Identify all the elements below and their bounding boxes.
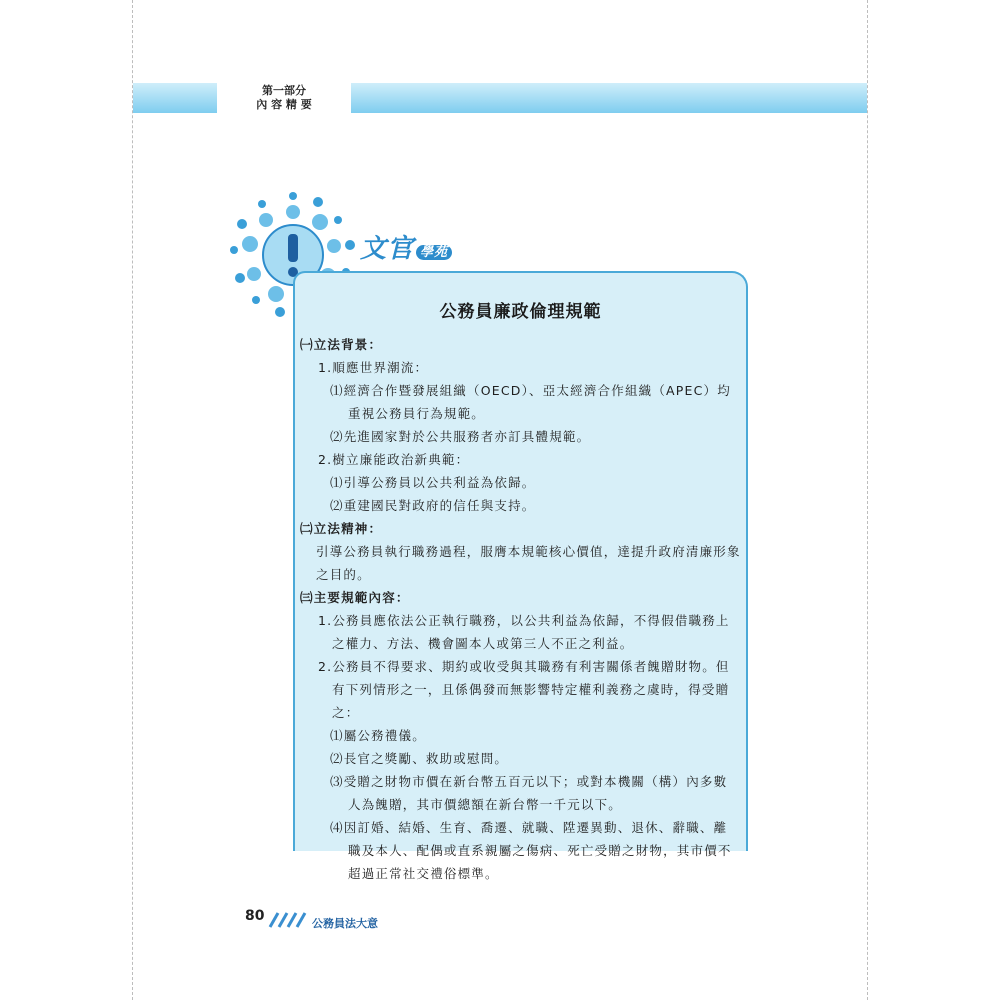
list-item: ⑵重建國民對政府的信任與支持。 bbox=[330, 498, 536, 513]
book-title: 公務員法大意 bbox=[312, 917, 378, 930]
list-item: 之： bbox=[332, 705, 360, 720]
brand-sub: 學苑 bbox=[416, 245, 452, 260]
page-edge-right bbox=[867, 0, 868, 1000]
list-item: 有下列情形之一，且係偶發而無影響特定權利義務之虞時，得受贈 bbox=[332, 682, 730, 697]
brand-logo bbox=[360, 228, 452, 265]
list-item: 超過正常社交禮俗標準。 bbox=[348, 866, 499, 881]
running-header bbox=[218, 84, 350, 112]
list-item: 職及本人、配偶或直系親屬之傷病、死亡受贈之財物，其市價不 bbox=[348, 843, 732, 858]
list-item: 重視公務員行為規範。 bbox=[348, 406, 486, 421]
list-item: 之權力、方法、機會圖本人或第三人不正之利益。 bbox=[332, 636, 634, 651]
page-edge-left bbox=[132, 0, 133, 1000]
list-item: ⑷因訂婚、結婚、生育、喬遷、就職、陞遷異動、退休、辭職、離 bbox=[330, 820, 728, 835]
list-item: ⑴屬公務禮儀。 bbox=[330, 728, 426, 743]
list-item: ⑵長官之獎勵、救助或慰問。 bbox=[330, 751, 509, 766]
box-title: 公務員廉政倫理規範 bbox=[439, 302, 602, 322]
paragraph-line: 之目的。 bbox=[316, 567, 371, 582]
list-item: ⑴經濟合作暨發展組織（OECD）、亞太經濟合作組織（APEC）均 bbox=[330, 383, 731, 398]
header-band-left bbox=[133, 83, 217, 113]
list-item: 2.公務員不得要求、期約或收受與其職務有利害關係者餽贈財物。但 bbox=[318, 659, 730, 674]
section-heading: ㈠立法背景： bbox=[300, 337, 383, 352]
list-item: 人為餽贈，其市價總額在新台幣一千元以下。 bbox=[348, 797, 623, 812]
list-item: ⑶受贈之財物市價在新台幣五百元以下；或對本機關（構）內多數 bbox=[330, 774, 728, 789]
header-section: 內 容 精 要 bbox=[256, 98, 312, 111]
list-item: 1.公務員應依法公正執行職務，以公共利益為依歸，不得假借職務上 bbox=[318, 613, 730, 628]
list-item: ⑵先進國家對於公共服務者亦訂具體規範。 bbox=[330, 429, 591, 444]
list-item: 1.順應世界潮流： bbox=[318, 360, 429, 375]
page-number: 80 bbox=[245, 908, 265, 924]
section-heading: ㈡立法精神： bbox=[300, 521, 383, 536]
list-item: 2.樹立廉能政治新典範： bbox=[318, 452, 470, 467]
header-part: 第一部分 bbox=[262, 84, 306, 97]
section-heading: ㈢主要規範內容： bbox=[300, 590, 410, 605]
header-band-right bbox=[351, 83, 867, 113]
brand-main: 文官 bbox=[360, 234, 415, 264]
list-item: ⑴引導公務員以公共利益為依歸。 bbox=[330, 475, 536, 490]
slash-decoration-icon bbox=[268, 912, 312, 928]
paragraph-line: 引導公務員執行職務過程，服膺本規範核心價值，達提升政府清廉形象 bbox=[316, 544, 741, 559]
